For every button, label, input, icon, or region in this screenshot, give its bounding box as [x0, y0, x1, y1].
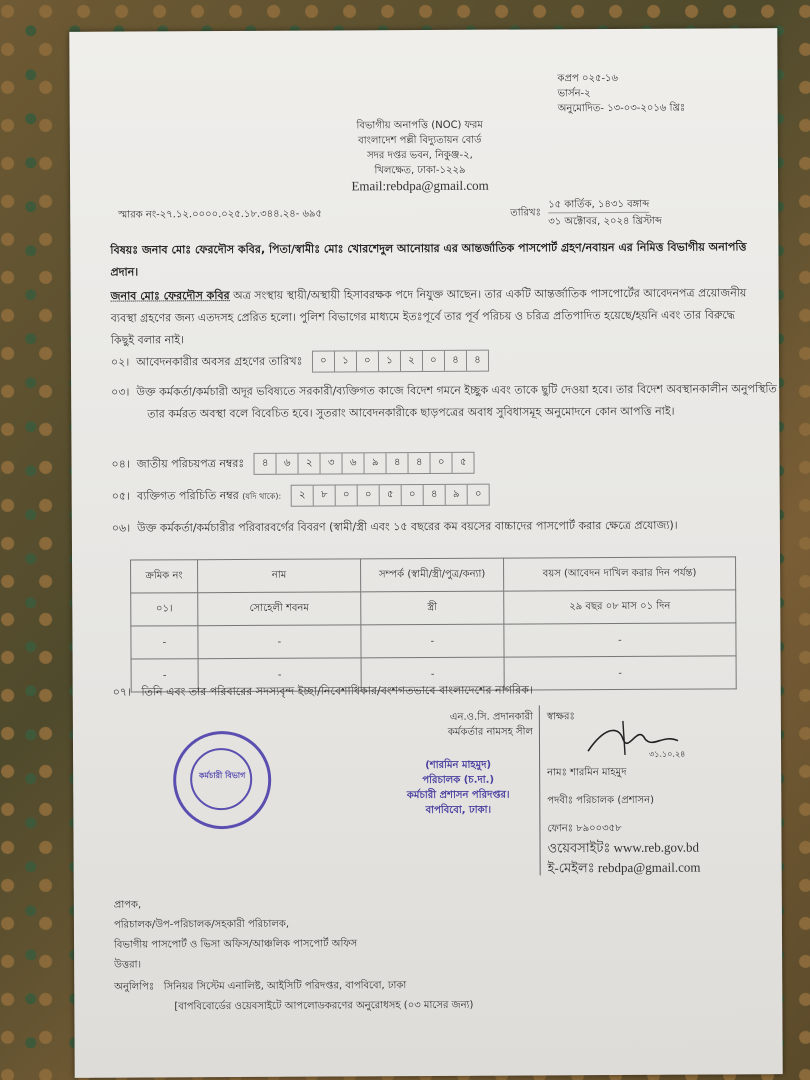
digit-box: ০: [402, 485, 424, 505]
nid-label: জাতীয় পরিচয়পত্র নম্বরঃ: [136, 456, 245, 471]
copy-label: অনুলিপিঃ: [114, 981, 155, 993]
item-number: ০৫।: [111, 489, 130, 503]
cell: ০১।: [131, 593, 198, 626]
digit-box: ৮: [314, 485, 336, 505]
signature-label: স্বাক্ষরঃ: [546, 711, 575, 723]
copy-line: সিনিয়র সিস্টেম এনালিষ্ট, আইসিটি পরিদপ্তর, বাপবিবো, ঢাকা: [163, 980, 407, 993]
signatory-email: ই-মেইলঃ rebdpa@gmail.com: [547, 859, 701, 876]
digit-box: ৫: [459, 456, 467, 468]
digit-box: ৪: [387, 453, 409, 473]
cell: -: [198, 625, 361, 659]
form-meta: [557, 71, 685, 117]
recipient-block: [114, 894, 358, 975]
digit-box: ৪: [424, 485, 446, 505]
table-row: [131, 590, 736, 626]
digit-box: ৬: [277, 454, 299, 474]
form-version: ভার্সন-২: [557, 88, 591, 100]
form-approved-date: অনুমোদিত- ১৩-০৩-২০১৬ খ্রিঃ: [557, 102, 686, 115]
digit-box: ৪: [409, 453, 431, 473]
signatory-designation: পদবীঃ পরিচালক (প্রশাসন): [547, 794, 655, 807]
signatory-name: নামঃ শারমিন মাহমুদ: [547, 766, 627, 779]
digit-box: ২: [292, 486, 314, 506]
column-header: সম্পর্ক (স্বামী/স্ত্রী/পুত্র/কন্যা): [361, 558, 504, 592]
cell: স্ত্রী: [361, 591, 504, 625]
digit-box: ৪: [474, 354, 481, 366]
body-text: অত্র সংস্থায় স্থায়ী/অস্থায়ী হিসাবরক্ষক পদে নিযুক্ত আছেন। তার একটি আন্তর্জাতিক পাসপোর্টের আবেদনপত্র প্রয়োজনীয় ব্যবস্থা গ্রহণের জন্য এতদসহ প্রেরিত হলো। পুলিশ বিভাগের মাধ্যমে ইতঃপূর্বে তার পূর্ব পরিচয় ও চরিত্র প্রতিপাদিত হয়েছে/হয়নি এবং তার বিরুদ্ধে কিছুই বলার নাই।: [110, 286, 747, 347]
cell: -: [131, 659, 198, 692]
item-7: [113, 679, 533, 703]
address-line: খিলক্ষেত, ঢাকা-১২২৯: [374, 164, 466, 177]
cell: -: [361, 657, 504, 691]
date-english: ৩১ অক্টোবর, ২০২৪ খ্রিস্টাব্দ: [548, 215, 662, 228]
recipient-line: প্রাপক,: [113, 899, 142, 911]
signature-date: ৩১.১০.২৪: [649, 749, 686, 759]
letterhead: [260, 117, 580, 194]
table-row: [131, 623, 736, 659]
column-header: নাম: [198, 559, 361, 593]
column-header: বয়স (আবেদন দাখিল করার দিন পর্যন্ত): [504, 557, 736, 591]
signatory-phone: ফোনঃ ৮৯০০৩৫৮: [547, 822, 622, 835]
official-seal: [173, 731, 272, 830]
subject: [110, 236, 750, 283]
signatory-website: ওয়েবসাইটঃ www.reb.gov.bd: [547, 839, 699, 856]
digit-box: ৪: [255, 454, 277, 474]
digit-box: ২: [299, 454, 321, 474]
digit-box: ০: [431, 453, 453, 473]
cell: -: [504, 623, 736, 657]
recipient-line: উত্তরা।: [114, 959, 142, 971]
address-line: সদর দপ্তর ভবন, নিকুঞ্জ-২,: [367, 149, 473, 162]
noc-officer-label: [363, 709, 533, 740]
stamp-line: বাপবিবো, ঢাকা।: [425, 804, 492, 817]
cell: -: [198, 658, 361, 692]
table-header-row: [131, 557, 736, 593]
item-number: ০৭।: [112, 685, 132, 699]
copy-block: [114, 976, 473, 1018]
item-2: [111, 350, 489, 374]
item-3: [111, 378, 797, 426]
nid-boxes: [254, 452, 475, 475]
cell: ২৯ বছর ০৮ মাস ০১ দিন: [504, 590, 736, 624]
item-4: [111, 452, 474, 476]
memo-number: স্মারক নং-২৭.১২.০০০০.০২৫.১৮.৩৪৪.২৪- ৬৯৫: [118, 208, 323, 221]
item-text: উক্ত কর্মকর্তা/কর্মচারী অদূর ভবিষ্যতে সরকারী/ব্যক্তিগত কাজে বিদেশ গমনে ইচ্ছুক এবং তাকে ছুটি দেওয়া হবে। তার বিদেশ অবস্থানকালীন অনুপস্থিতি তার কর্মরত অবস্থা বলে বিবেচিত হবে। সুতরাং আবেদনকারীকে ছাড়পত্রের অবাধ সুবিধাসমূহ অনুমোদনে কোন আপত্তি নাই।: [136, 382, 777, 421]
subject-label: বিষয়ঃ: [110, 243, 139, 257]
digit-box: ৬: [343, 453, 365, 473]
family-table: [130, 556, 737, 692]
recipient-line: পরিচালক/উপ-পরিচালক/সহকারী পরিচালক,: [113, 918, 290, 931]
digit-box: ০: [313, 351, 335, 371]
noc-document: [69, 28, 782, 1078]
digit-box: ০: [423, 351, 445, 371]
cell: -: [361, 624, 504, 658]
item-text: তিনি এবং তার পরিবারের সদস্যবৃন্দ ইচ্ছা/নিবেশাধিকার/বংশগতভাবে বাংলাদেশের নাগরিক।: [141, 683, 533, 699]
officer-stamp: [373, 757, 543, 818]
item-number: ০৬।: [111, 521, 131, 535]
noc-label: এন.ও.সি. প্রদানকারী: [449, 711, 533, 723]
body-paragraph: [111, 282, 761, 351]
digit-box: ৯: [446, 485, 468, 505]
header-email: Email:rebdpa@gmail.com: [351, 177, 489, 194]
digit-box: ০: [357, 351, 379, 371]
form-number: কপ্রপ ০২৫-১৬: [557, 72, 619, 85]
stamp-line: কর্মচারী প্রশাসন পরিদপ্তর।: [406, 789, 510, 802]
cell: -: [504, 656, 736, 690]
item-6: [112, 514, 798, 540]
retirement-date-boxes: [312, 350, 489, 373]
pin-label: ব্যক্তিগত পরিচিতি নম্বর: [136, 488, 239, 503]
digit-box: ২: [401, 351, 423, 371]
seal-center-text: কর্মচারী বিভাগ: [198, 770, 246, 781]
digit-box: ০: [474, 488, 482, 500]
handwritten-signature: [583, 719, 693, 760]
retirement-date-label: আবেদনকারীর অবসর গ্রহণের তারিখঃ: [136, 354, 303, 369]
form-title: বিভাগীয় অনাপত্তি (NOC) ফরম: [356, 119, 484, 132]
pin-note: (যদি থাকে):: [242, 491, 282, 501]
date-label: তারিখঃ: [510, 207, 541, 219]
stamp-line: (শারমিন মাহমুদ): [425, 759, 492, 772]
stamp-line: পরিচালক (চ.দা.): [422, 774, 495, 787]
item-text: উক্ত কর্মকর্তা/কর্মচারীর পরিবারবর্গের বিবরণ (স্বামী/স্ত্রী এবং ১৫ বছরের কম বয়সের বাচ্চাদের পাসপোর্ট করার ক্ষেত্রে প্রযোজ্য)।: [137, 518, 678, 535]
item-5: [112, 484, 490, 509]
recipient-line: বিভাগীয় পাসপোর্ট ও ভিসা অফিস/আঞ্চলিক পাসপোর্ট অফিস: [114, 938, 358, 951]
item-number: ০২।: [110, 355, 130, 369]
cell: -: [131, 626, 198, 659]
subject-text: জনাব মোঃ ফেরদৌস কবির, পিতা/স্বামীঃ মোঃ খোরশেদুল আনোয়ার এর আন্তর্জাতিক পাসপোর্ট গ্রহণ/নবায়ন এর নিমিত্ত বিভাগীয় অনাপত্তি প্রদান।: [110, 240, 747, 279]
digit-box: ৯: [365, 453, 387, 473]
digit-box: ০: [358, 485, 380, 505]
item-number: ০৪।: [111, 457, 130, 471]
item-number: ০৩।: [111, 385, 130, 399]
org-name: বাংলাদেশ পল্লী বিদ্যুতায়ন বোর্ড: [358, 134, 482, 147]
pin-boxes: [291, 484, 490, 507]
employee-name: জনাব মোঃ ফেরদৌস কবির: [110, 289, 230, 303]
digit-box: ৫: [380, 485, 402, 505]
date-bangla: ১৫ কার্তিক, ১৪৩১ বঙ্গাব্দ: [548, 197, 649, 214]
cell: সোহেলী শবনম: [198, 592, 361, 626]
column-header: ক্রমিক নং: [131, 560, 198, 593]
digit-box: ৩: [321, 453, 343, 473]
digit-box: ১: [379, 351, 401, 371]
digit-box: ০: [336, 485, 358, 505]
digit-box: ১: [335, 351, 357, 371]
noc-label: কর্মকর্তার নামসহ সীল: [447, 726, 533, 738]
digit-box: ৪: [445, 351, 467, 371]
copy-line: [বাপবিবোর্ডের ওয়েবসাইটে আপলোডকরণের অনুরোধসহ (০৩ মাসের জন্য): [174, 999, 474, 1013]
